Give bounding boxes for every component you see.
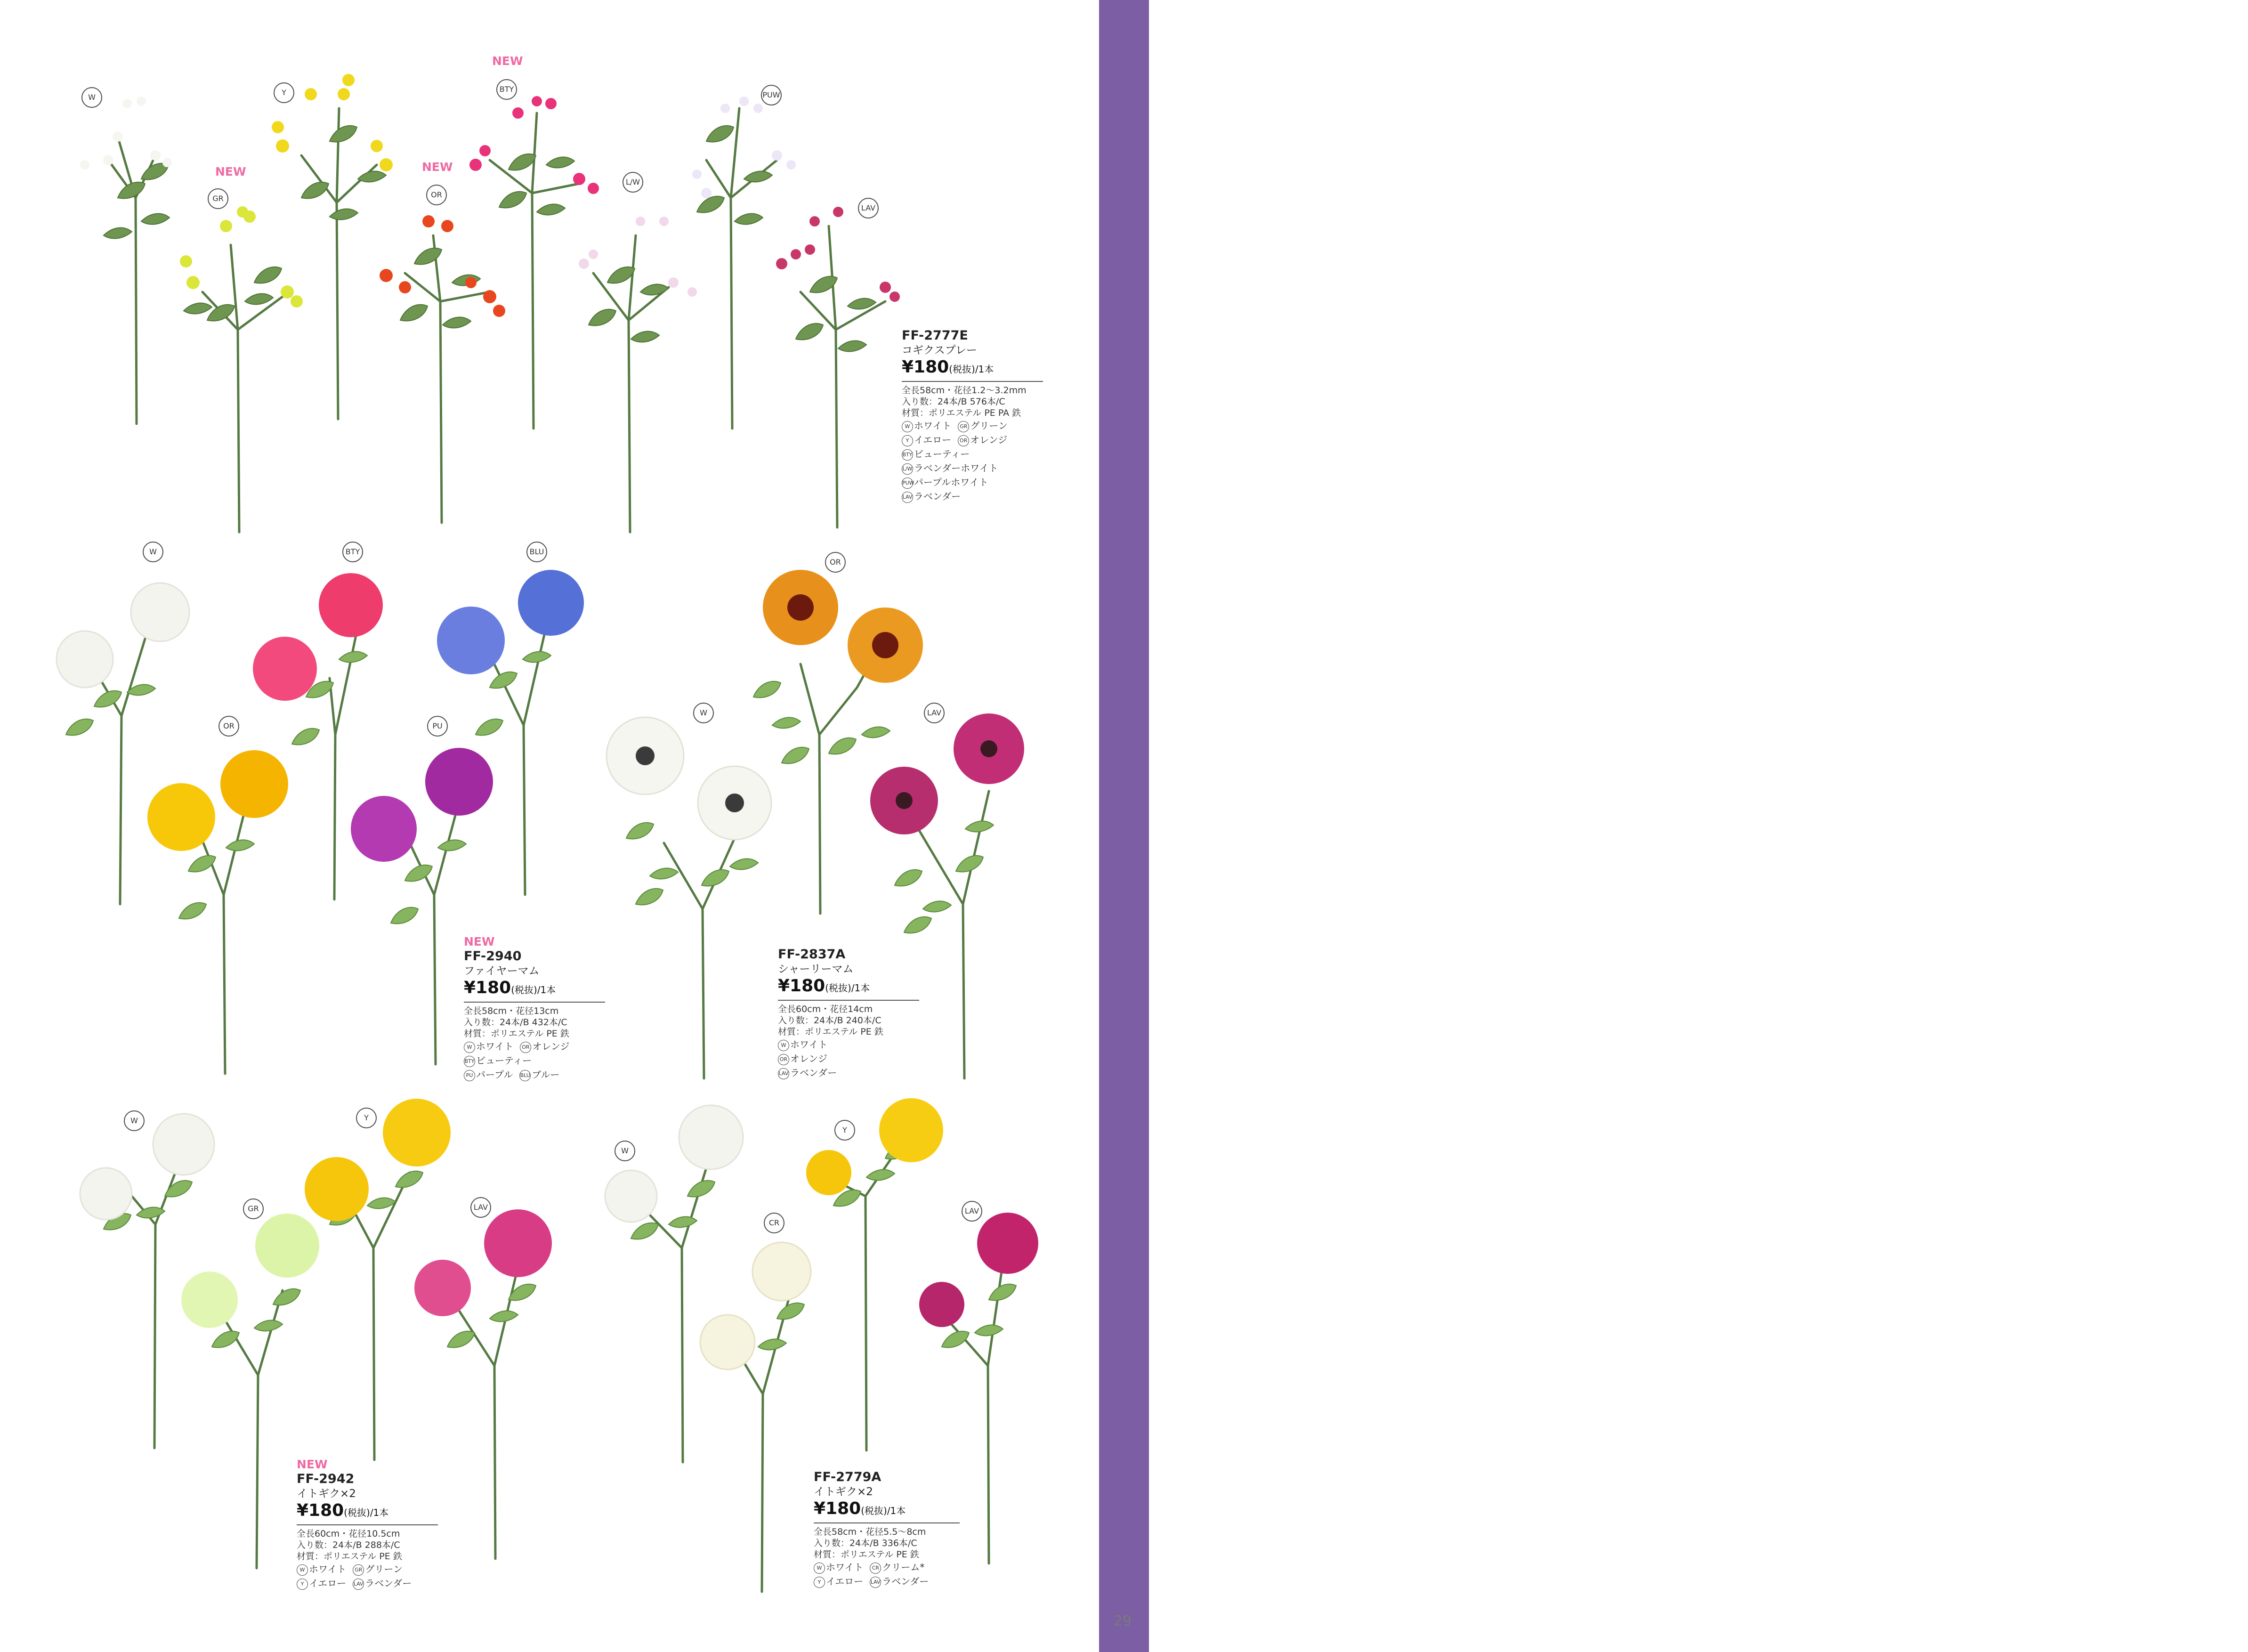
flower-shirleymum-orange xyxy=(753,570,923,914)
spec-line: 入り数：24本/B 240本/C xyxy=(778,1015,881,1026)
variant-badge: Y xyxy=(274,82,294,103)
new-tag: NEW xyxy=(297,1458,328,1471)
variant-badge: LAV xyxy=(470,1197,491,1218)
product-name: ファイヤーマム xyxy=(464,965,540,977)
product-price: ¥180(税抜)/1本 xyxy=(778,976,870,996)
variant-badge: LAV xyxy=(962,1201,982,1222)
variant-badge: OR xyxy=(218,716,239,737)
new-tag: NEW xyxy=(422,160,453,174)
product-price: ¥180(税抜)/1本 xyxy=(464,978,556,997)
variant-badge: GR xyxy=(243,1199,264,1219)
variant-badge: Y xyxy=(356,1108,377,1128)
product-price: ¥180(税抜)/1本 xyxy=(902,357,994,377)
spec-line: 入り数：24本/B 576本/C xyxy=(902,397,1005,407)
spec-line: 全長60cm・花径14cm xyxy=(778,1004,873,1014)
new-tag: NEW xyxy=(464,935,495,948)
variant-badge: BTY xyxy=(342,542,363,562)
divider xyxy=(778,1000,919,1001)
spec-line: 全長58cm・花径1.2～3.2mm xyxy=(902,385,1027,396)
flower-spray-green xyxy=(180,206,303,532)
product-info-ff-2940 xyxy=(464,935,605,1082)
product-code: FF-2940 xyxy=(464,949,522,964)
product-code: FF-2777E xyxy=(902,328,968,343)
color-list: W ホワイト OR オレンジ BTY ビューティー PU パープル BLU ブルー xyxy=(464,1041,570,1080)
variant-badge: OR xyxy=(426,185,447,205)
side-tab-title-en: Funeral Flower xyxy=(2175,626,2237,733)
divider xyxy=(902,381,1043,382)
color-list: W ホワイト GR グリーン Y イエロー OR オレンジ BTY ビューティー L/W ラベンダーホワイト PUWパープルホワイト LAV ラベンダー xyxy=(902,420,1008,502)
spec-line: 材質：ポリエステル PE 鉄 xyxy=(297,1551,402,1562)
spec-line: 全長60cm・花径10.5cm xyxy=(297,1529,400,1539)
variant-badge: GR xyxy=(208,188,228,209)
product-name: イトギク×2 xyxy=(297,1488,356,1500)
divider xyxy=(814,1522,960,1523)
product-name: イトギク×2 xyxy=(814,1486,873,1498)
variant-badge: PUW xyxy=(761,85,782,105)
side-tab xyxy=(1099,0,1149,1652)
flower-firemum-white xyxy=(57,583,189,904)
flower-spray-lavender-white xyxy=(579,217,697,532)
new-tag: NEW xyxy=(492,54,523,68)
variant-badge: BLU xyxy=(526,542,547,562)
variant-badge: W xyxy=(81,87,102,108)
color-list: W ホワイト OR オレンジ LAV ラベンダー xyxy=(778,1039,837,1078)
variant-badge: L/W xyxy=(623,172,643,193)
flower-shirleymum-white xyxy=(606,717,771,1078)
spec-line: 材質：ポリエステル PE PA 鉄 xyxy=(902,408,1021,418)
spec-line: 材質：ポリエステル PE 鉄 xyxy=(464,1028,569,1039)
color-list: W ホワイト GR グリーン Y イエロー LAV ラベンダー xyxy=(297,1562,438,1590)
spec-line: 全長58cm・花径13cm xyxy=(464,1006,559,1016)
new-tag: NEW xyxy=(215,165,246,178)
spec-line: 入り数：24本/B 336本/C xyxy=(814,1538,917,1548)
product-price: ¥180(税抜)/1本 xyxy=(814,1499,906,1518)
variant-badge: LAV xyxy=(858,198,879,219)
variant-badge: LAV xyxy=(924,703,945,723)
variant-badge: Y xyxy=(834,1120,855,1141)
product-info-ff-2942 xyxy=(297,1458,438,1590)
spec-line: 入り数：24本/B 432本/C xyxy=(464,1017,567,1028)
variant-badge: W xyxy=(143,542,163,562)
product-info-ff-2837a xyxy=(778,947,919,1080)
divider xyxy=(297,1524,438,1525)
flower-firemum-orange xyxy=(147,750,288,1074)
color-list: W ホワイト CR クリーム* Y イエロー LAV ラベンダー xyxy=(814,1560,960,1588)
flower-illustrations xyxy=(0,0,1083,1652)
spec-line: 全長58cm・花径5.5～8cm xyxy=(814,1527,926,1537)
variant-badge: W xyxy=(124,1110,145,1131)
variant-badge: CR xyxy=(764,1213,784,1233)
flower-spray-lavender xyxy=(776,207,900,527)
page-number: 29 xyxy=(1114,1613,1132,1629)
product-price: ¥180(税抜)/1本 xyxy=(297,1501,389,1520)
spec-line: 材質：ポリエステル PE 鉄 xyxy=(814,1549,919,1560)
product-info-ff-2779a xyxy=(814,1469,960,1588)
flower-spray-yellow xyxy=(272,74,393,419)
variant-badge: BTY xyxy=(496,79,517,100)
divider xyxy=(464,1002,605,1003)
product-name: コギクスプレー xyxy=(902,344,977,356)
variant-badge: PU xyxy=(427,716,448,737)
variant-badge: W xyxy=(615,1141,635,1161)
product-code: FF-2837A xyxy=(778,947,846,962)
side-tab-divider xyxy=(2198,839,2248,841)
product-info-ff-2777e xyxy=(902,328,1043,503)
flower-spray-white xyxy=(80,97,172,424)
variant-badge: W xyxy=(693,703,714,723)
flower-spray-orange xyxy=(380,215,505,523)
side-tab-title-jp: キク xyxy=(2212,848,2234,899)
product-code: FF-2942 xyxy=(297,1472,355,1486)
spec-line: 材質：ポリエステル PE 鉄 xyxy=(778,1027,883,1037)
variant-badge: OR xyxy=(825,552,846,573)
flower-itogiku2-cream xyxy=(700,1242,811,1592)
product-code: FF-2779A xyxy=(814,1470,881,1484)
spec-line: 入り数：24本/B 288本/C xyxy=(297,1540,400,1550)
flower-itogiku2-yellow xyxy=(806,1098,943,1450)
product-name: シャーリーマム xyxy=(778,963,854,975)
